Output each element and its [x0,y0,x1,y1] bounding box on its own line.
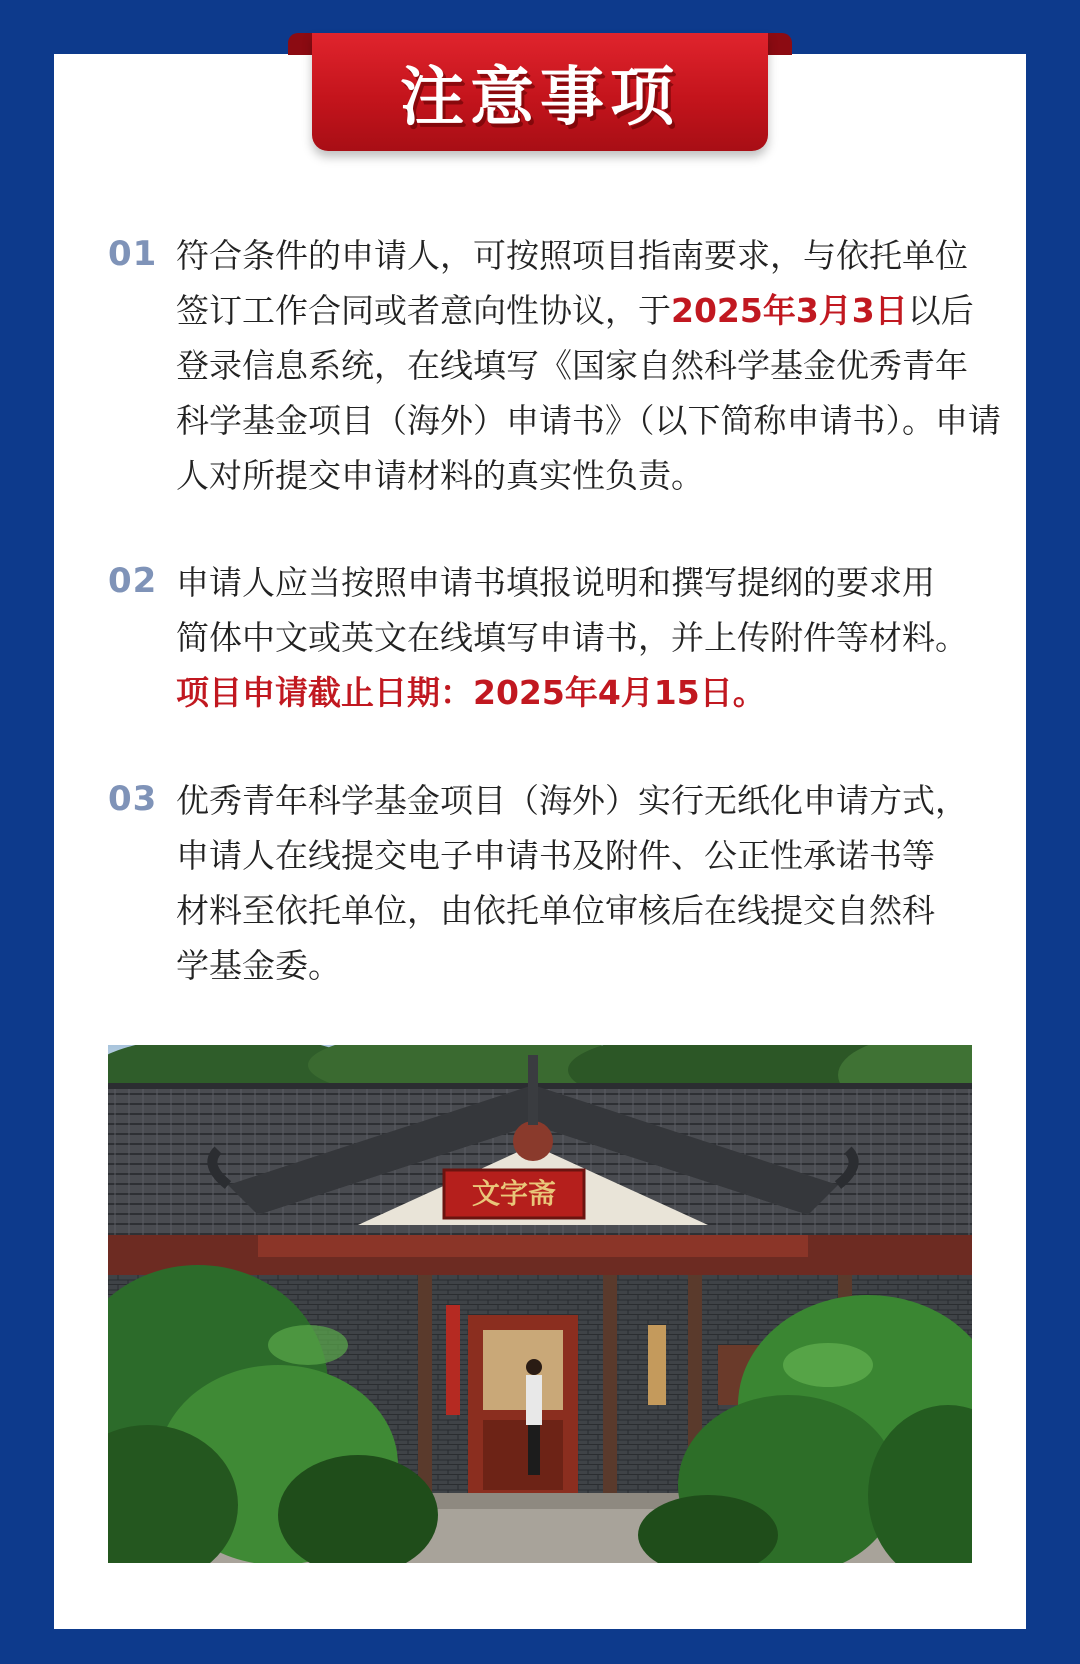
item-number: 01 [108,234,158,274]
text-segment: 科学基金项目（海外）申请书》（以下简称申请书）。申请 [176,401,1001,440]
item-text [176,228,1001,503]
plaque-text: 文字斋 [471,1177,557,1210]
banner-ribbon [312,33,768,151]
item-text [176,555,976,720]
text-line [176,338,976,393]
building-photo [108,1045,972,1563]
text-line [176,283,976,338]
text-segment: 人对所提交申请材料的真实性负责。 [176,456,704,495]
text-segment: 材料至依托单位，由依托单位审核后在线提交自然科 [176,891,935,930]
header-banner [288,33,792,151]
text-segment: 简体中文或英文在线填写申请书，并上传附件等材料。 [176,618,968,657]
item-text [176,773,976,993]
text-segment: 签订工作合同或者意向性协议，于 [176,291,671,330]
item-number: 02 [108,561,158,601]
text-segment: 学基金委。 [176,946,341,985]
text-segment: 申请人应当按照申请书填报说明和撰写提纲的要求用 [176,563,935,602]
text-line [176,938,976,993]
highlight-date: 2025年3月3日 [671,291,908,330]
text-segment: 申请人在线提交电子申请书及附件、公正性承诺书等 [176,836,935,875]
text-line [176,883,976,938]
text-line [176,610,976,665]
text-segment: 以后 [907,291,974,330]
item-number: 03 [108,779,158,819]
text-segment: 登录信息系统，在线填写《国家自然科学基金优秀青年 [176,346,968,385]
building-illustration [108,1045,972,1563]
page-title: 注意事项 [400,61,680,135]
text-line [176,228,976,283]
text-line [176,448,976,503]
text-line [176,555,976,610]
text-line [176,773,976,828]
text-segment: 符合条件的申请人，可按照项目指南要求，与依托单位 [176,236,968,275]
text-segment: 优秀青年科学基金项目（海外）实行无纸化申请方式， [176,781,968,820]
text-line [176,828,976,883]
text-line [176,665,976,720]
text-line [176,393,1001,448]
deadline-text: 项目申请截止日期：2025年4月15日。 [176,673,766,712]
